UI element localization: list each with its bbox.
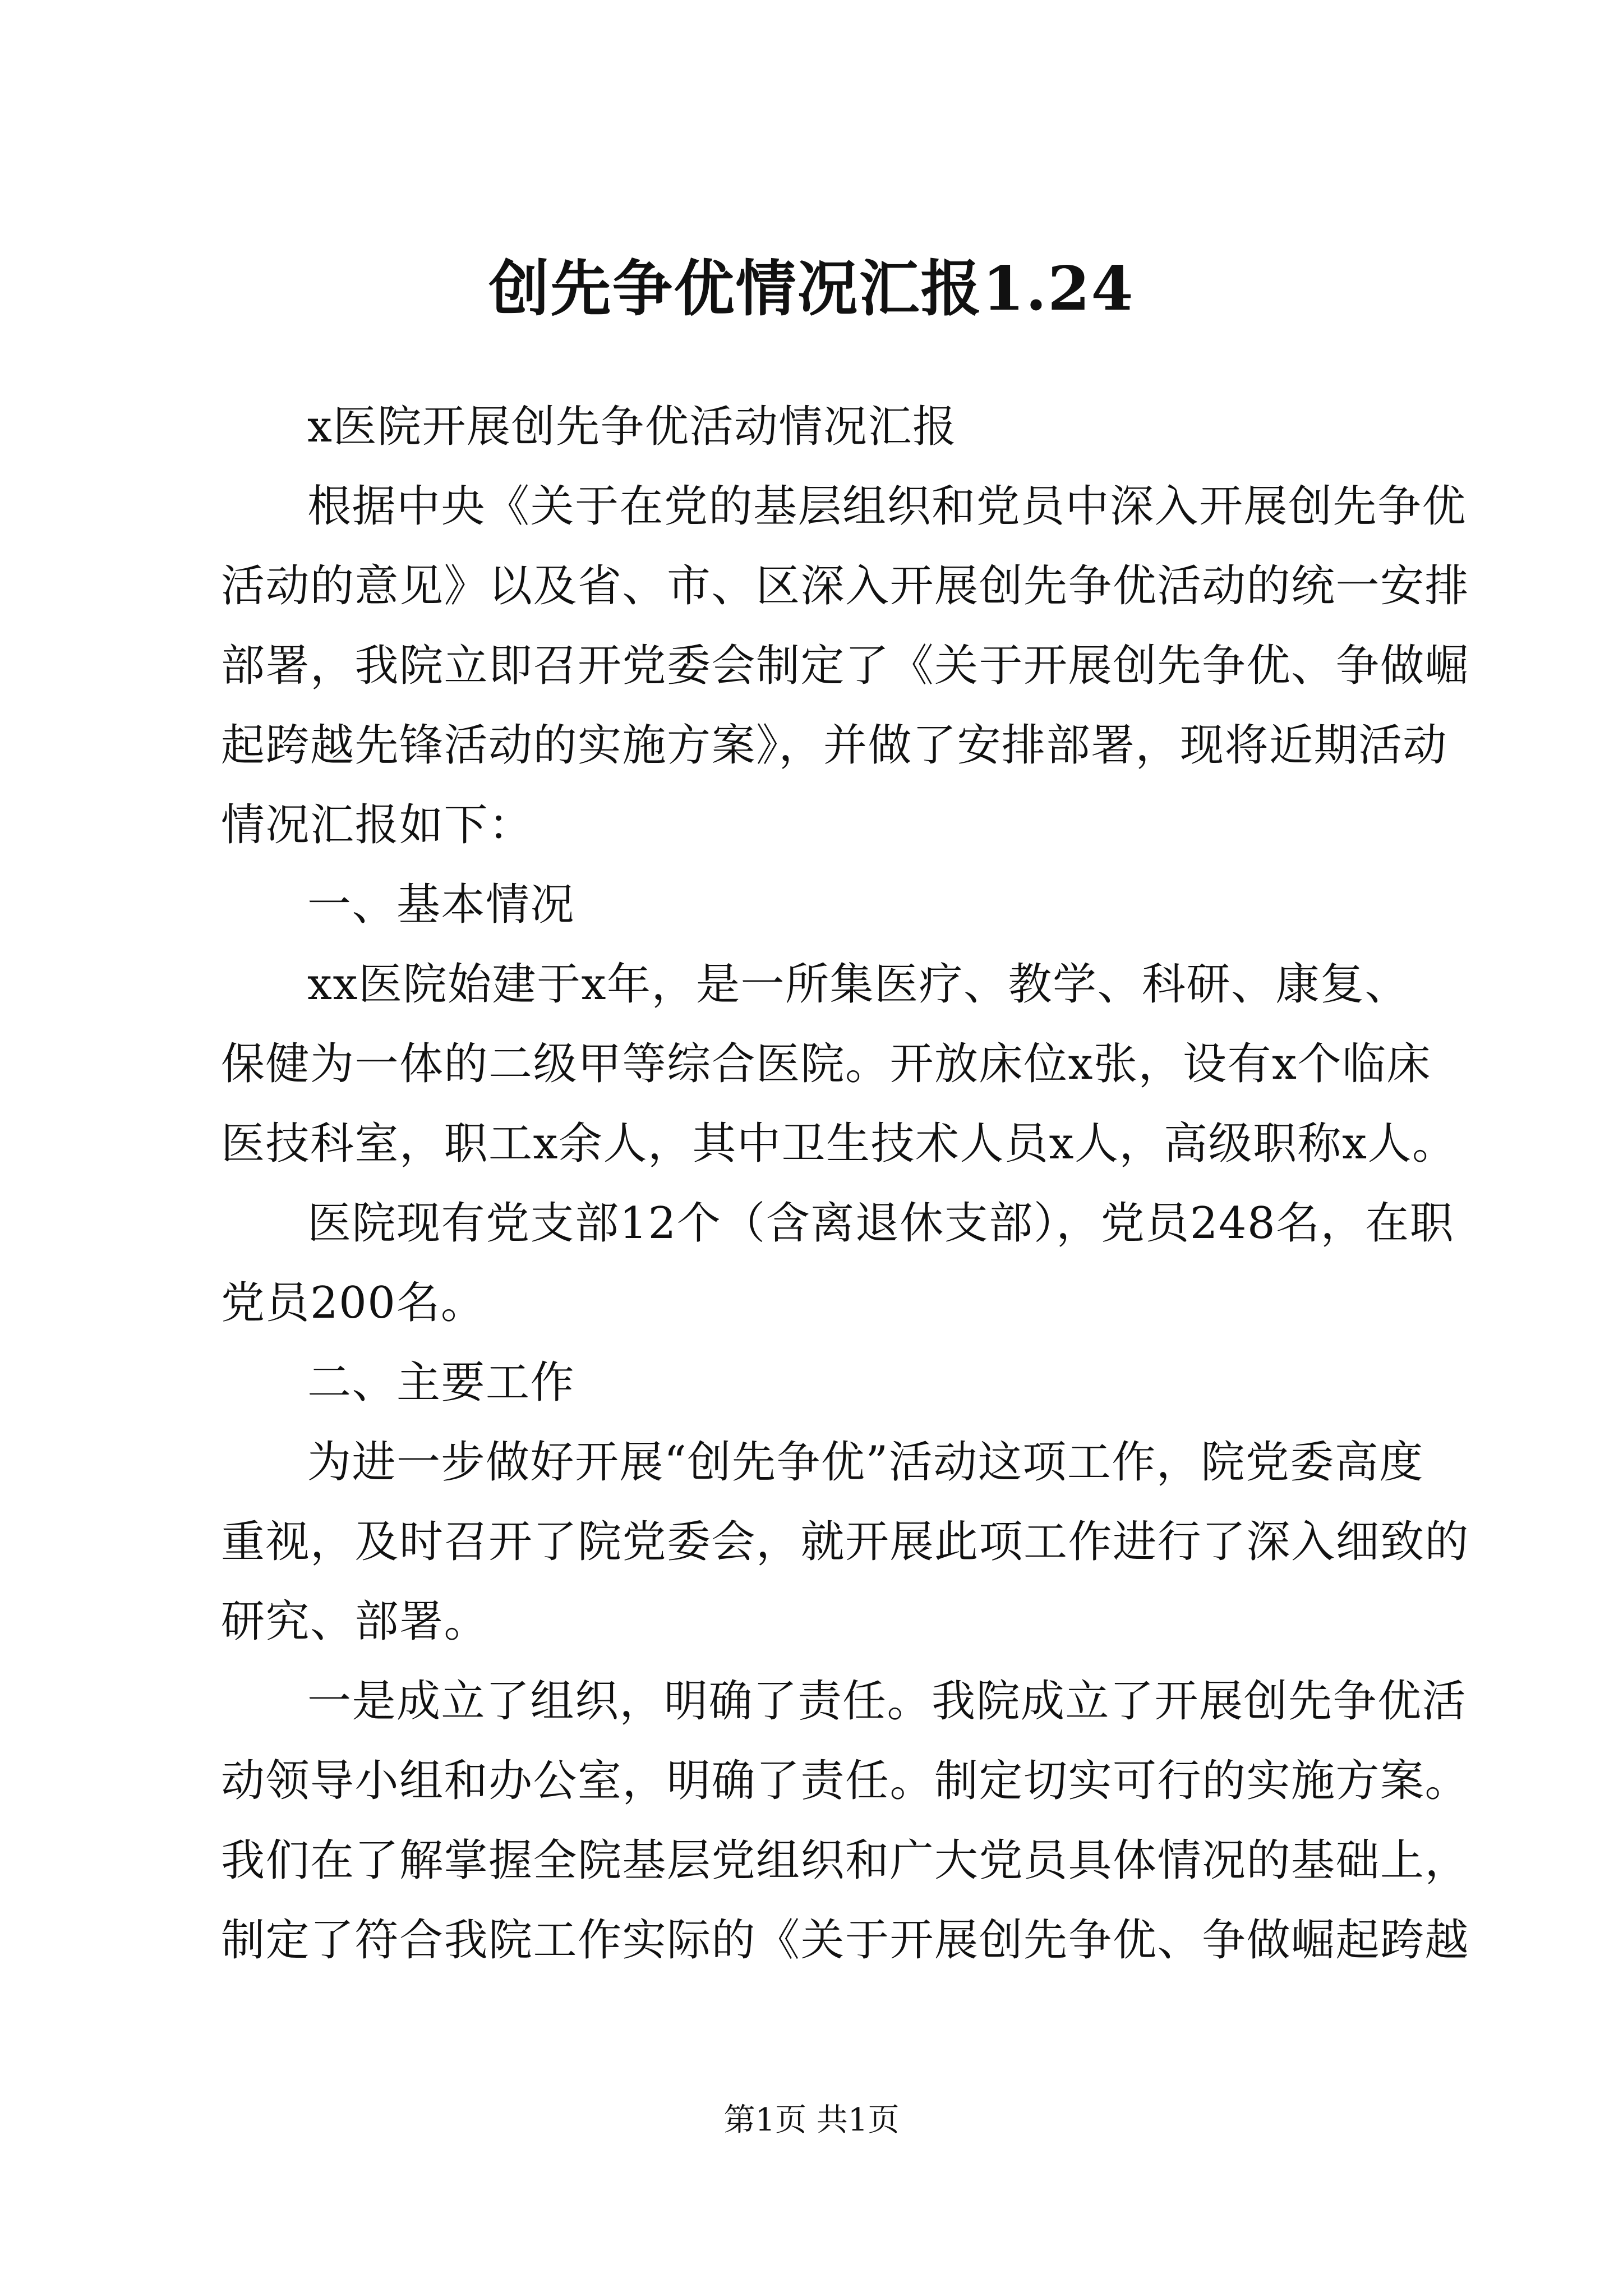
body-line: 党员200名。 [221, 1278, 486, 1328]
page-footer: 第1页 共1页 [723, 2102, 900, 2138]
body-line: 制定了符合我院工作实际的《关于开展创先争优、争做崛起跨越 [221, 1915, 1470, 1966]
body-line: 为进一步做好开展“创先争优”活动这项工作，院党委高度 [307, 1437, 1424, 1488]
body-line: 根据中央《关于在党的基层组织和党员中深入开展创先争优 [307, 481, 1467, 532]
body-line: 一是成立了组织，明确了责任。我院成立了开展创先争优活 [307, 1676, 1467, 1727]
body-line: 活动的意见》以及省、市、区深入开展创先争优活动的统一安排 [221, 561, 1470, 611]
document-title: 创先争优情况汇报1.24 [488, 254, 1135, 324]
section-heading: 一、基本情况 [307, 880, 575, 930]
body-line: 我们在了解掌握全院基层党组织和广大党员具体情况的基础上， [221, 1835, 1470, 1886]
body-line: 医技科室，职工x余人，其中卫生技术人员x人，高级职称x人。 [221, 1119, 1457, 1169]
body-line: 动领导小组和办公室，明确了责任。制定切实可行的实施方案。 [221, 1756, 1470, 1806]
body-line: 起跨越先锋活动的实施方案》，并做了安排部署，现将近期活动 [221, 720, 1448, 771]
body-line: 保健为一体的二级甲等综合医院。开放床位x张，设有x个临床 [221, 1039, 1431, 1089]
body-line: 医院现有党支部12个（含离退休支部），党员248名，在职 [307, 1198, 1455, 1249]
body-line: x医院开展创先争优活动情况汇报 [307, 402, 957, 452]
body-line: xx医院始建于x年，是一所集医疗、教学、科研、康复、 [307, 959, 1409, 1010]
body-line: 研究、部署。 [221, 1596, 489, 1647]
body-line: 情况汇报如下： [221, 800, 533, 850]
section-heading: 二、主要工作 [307, 1358, 575, 1408]
body-line: 重视，及时召开了院党委会，就开展此项工作进行了深入细致的 [221, 1517, 1470, 1567]
body-line: 部署，我院立即召开党委会制定了《关于开展创先争优、争做崛 [221, 641, 1470, 691]
document-body [221, 387, 1470, 1980]
